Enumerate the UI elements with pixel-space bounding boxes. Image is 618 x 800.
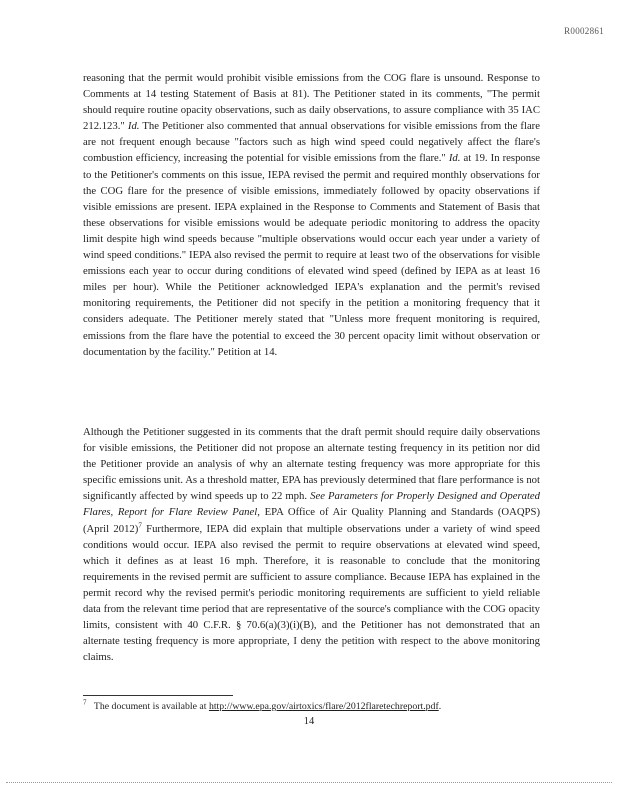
- footnote-text: The document is available at: [93, 701, 209, 712]
- citation-id-1: Id.: [127, 120, 140, 133]
- page-number: 14: [303, 716, 315, 727]
- report-title-citation: See Parameters for Properly Designed and Operated Flares, Report for Flare Review Panel: [83, 490, 540, 519]
- paragraph-2-text-b: , EPA Office of Air Quality Planning and Standards (OAQPS) (April 2012): [83, 506, 541, 535]
- document-id: R0002861: [564, 26, 604, 36]
- footnote: [83, 700, 540, 713]
- paragraph-1-text-c: at 19. In response to the Petitioner's comments on this issue, IEPA revised the permit and required monthly observations for the COG flare for the presence of visible emissions, immediately followed by opacity observations if visible emissions are present. IEPA explained in the Response to Comments and Statement of Basis that these observations for visible emissions would be adequate periodic monitoring to address the opacity limit despite high wind speeds because "multiple observations would occur each year under a variety of wind speed conditions." IEPA also revised the permit to require at least two of the observations for visible emissions each year to occur during conditions of elevated wind speed (defined by IEPA as at least 16 miles per hour). While the Petitioner acknowledged IEPA's explanation and the permit's revised monitoring requirements, the Petitioner did not specify in the petition a monitoring frequency that it considers adequate. The Petitioner merely stated that "Unless more frequent monitoring is required, emissions from the flare have the potential to exceed the 30 percent opacity limit without observation or documentation by the facility." Petition at 14.: [83, 152, 541, 358]
- paragraph-2-text-a: Although the Petitioner suggested in its comments that the draft permit should require daily observations for visible emissions, the Petitioner did not propose an alternate testing frequency in its petition nor did the Petitioner provide an analysis of why an alternate testing frequency was more appropriate for this specific emissions unit. As a threshold matter, EPA has previously determined that flare performance is not significantly affected by wind speeds up to 22 mph.: [83, 426, 540, 503]
- body-paragraph-1: [83, 70, 540, 360]
- scan-artifact-line: [6, 782, 612, 783]
- body-paragraph-2: [83, 424, 540, 665]
- footnote-divider: [83, 695, 233, 696]
- footnote-end: .: [438, 701, 442, 712]
- paragraph-1-text-b: The Petitioner also commented that annual observations for visible emissions from the flare are not frequent enough because "factors such as high wind speed could negatively affect the flare's combustion efficiency, increasing the potential for visible emissions from the flare.": [83, 120, 540, 165]
- paragraph-1-text-a: reasoning that the permit would prohibit visible emissions from the COG flare is unsound. Response to Comments at 14 testing Statement of Basis at 81). The Petitioner stated in its comments, "The permit should require routine opacity observations, such as daily observations, to assure compliance with 35 IAC 212.123.": [83, 72, 540, 133]
- footnote-reference: 7: [138, 521, 142, 529]
- citation-id-2: Id.: [448, 152, 461, 165]
- footnote-link[interactable]: http://www.epa.gov/airtoxics/flare/2012flaretechreport.pdf: [208, 701, 439, 712]
- footnote-number: 7: [83, 698, 87, 707]
- paragraph-2-text-c: Furthermore, IEPA did explain that multiple observations under a variety of wind speed conditions would occur. IEPA also revised the permit to require observations at elevated wind speed, which it defines as at least 16 mph. Therefore, it is reasonable to conclude that the monitoring requirements in the revised permit are sufficient to assure compliance. Because IEPA has explained in the permit record why the revised permit's periodic monitoring requirements are sufficient to yield reliable data from the relevant time period that are representative of the source's compliance with the COG opacity limits, consistent with 40 C.F.R. § 70.6(a)(3)(i)(B), and the Petitioner has not demonstrated that an alternate testing frequency is more appropriate, I deny the petition with respect to the above monitoring claims.: [83, 522, 540, 664]
